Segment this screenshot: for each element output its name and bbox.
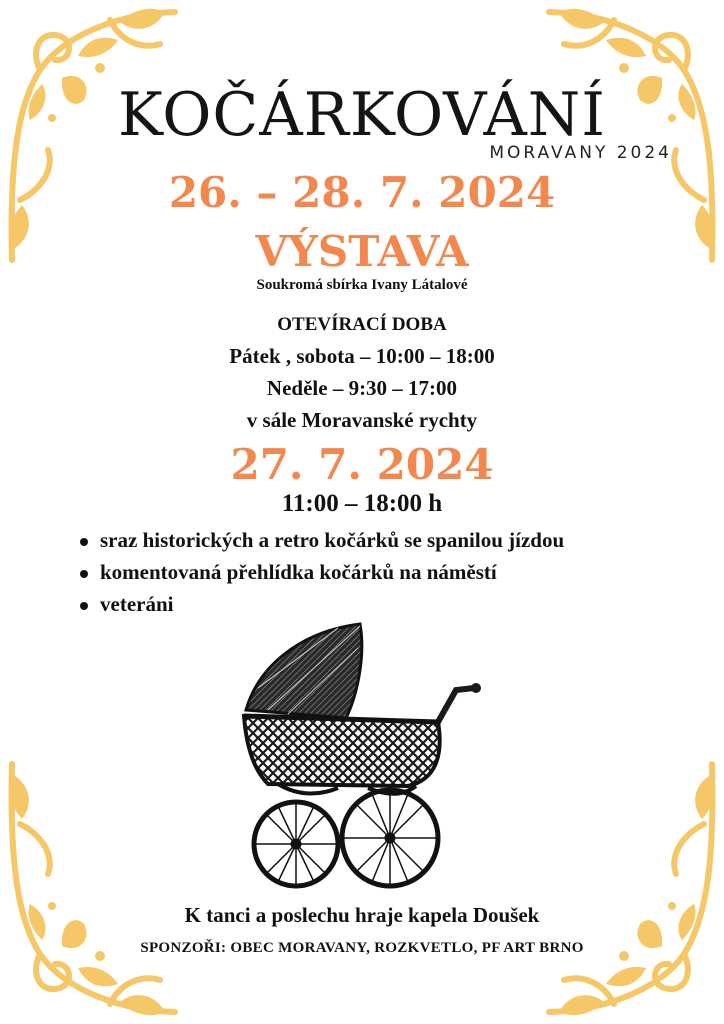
program-item xyxy=(78,560,564,592)
band-announcement: K tanci a poslechu hraje kapela Doušek xyxy=(184,903,540,927)
opening-hours-fri-sat: Pátek , sobota – 10:00 – 18:00 xyxy=(229,344,495,368)
event-date: 27. 7. 2024 xyxy=(230,440,494,489)
vintage-pram-illustration xyxy=(238,618,488,898)
bullet-icon xyxy=(80,570,88,578)
corner-ornament-bottom-right xyxy=(544,754,724,1024)
collection-credit: Soukromá sbírka Ivany Látalové xyxy=(256,277,468,293)
bullet-icon xyxy=(80,538,88,546)
poster-subtitle: MORAVANY 2024 xyxy=(489,143,672,163)
event-time: 11:00 – 18:00 h xyxy=(281,490,443,517)
program-item-text: komentovaná přehlídka kočárků na náměstí xyxy=(100,560,497,584)
program-list xyxy=(78,528,564,624)
poster-title: KOČÁRKOVÁNÍ xyxy=(118,80,606,150)
opening-hours-heading: OTEVÍRACÍ DOBA xyxy=(277,314,447,335)
sponsors: SPONZOŘI: OBEC MORAVANY, ROZKVETLO, PF ART BRNO xyxy=(140,940,584,956)
bullet-icon xyxy=(80,602,88,610)
exhibition-heading: VÝSTAVA xyxy=(255,227,469,276)
program-item-text: veteráni xyxy=(100,592,174,616)
exhibition-dates: 26. – 28. 7. 2024 xyxy=(168,168,556,217)
program-item xyxy=(78,528,564,560)
venue: v sále Moravanské rychty xyxy=(246,408,478,432)
opening-hours-sunday: Neděle – 9:30 – 17:00 xyxy=(266,376,458,400)
program-item-text: sraz historických a retro kočárků se spanilou jízdou xyxy=(100,528,565,552)
corner-ornament-bottom-left xyxy=(0,754,180,1024)
